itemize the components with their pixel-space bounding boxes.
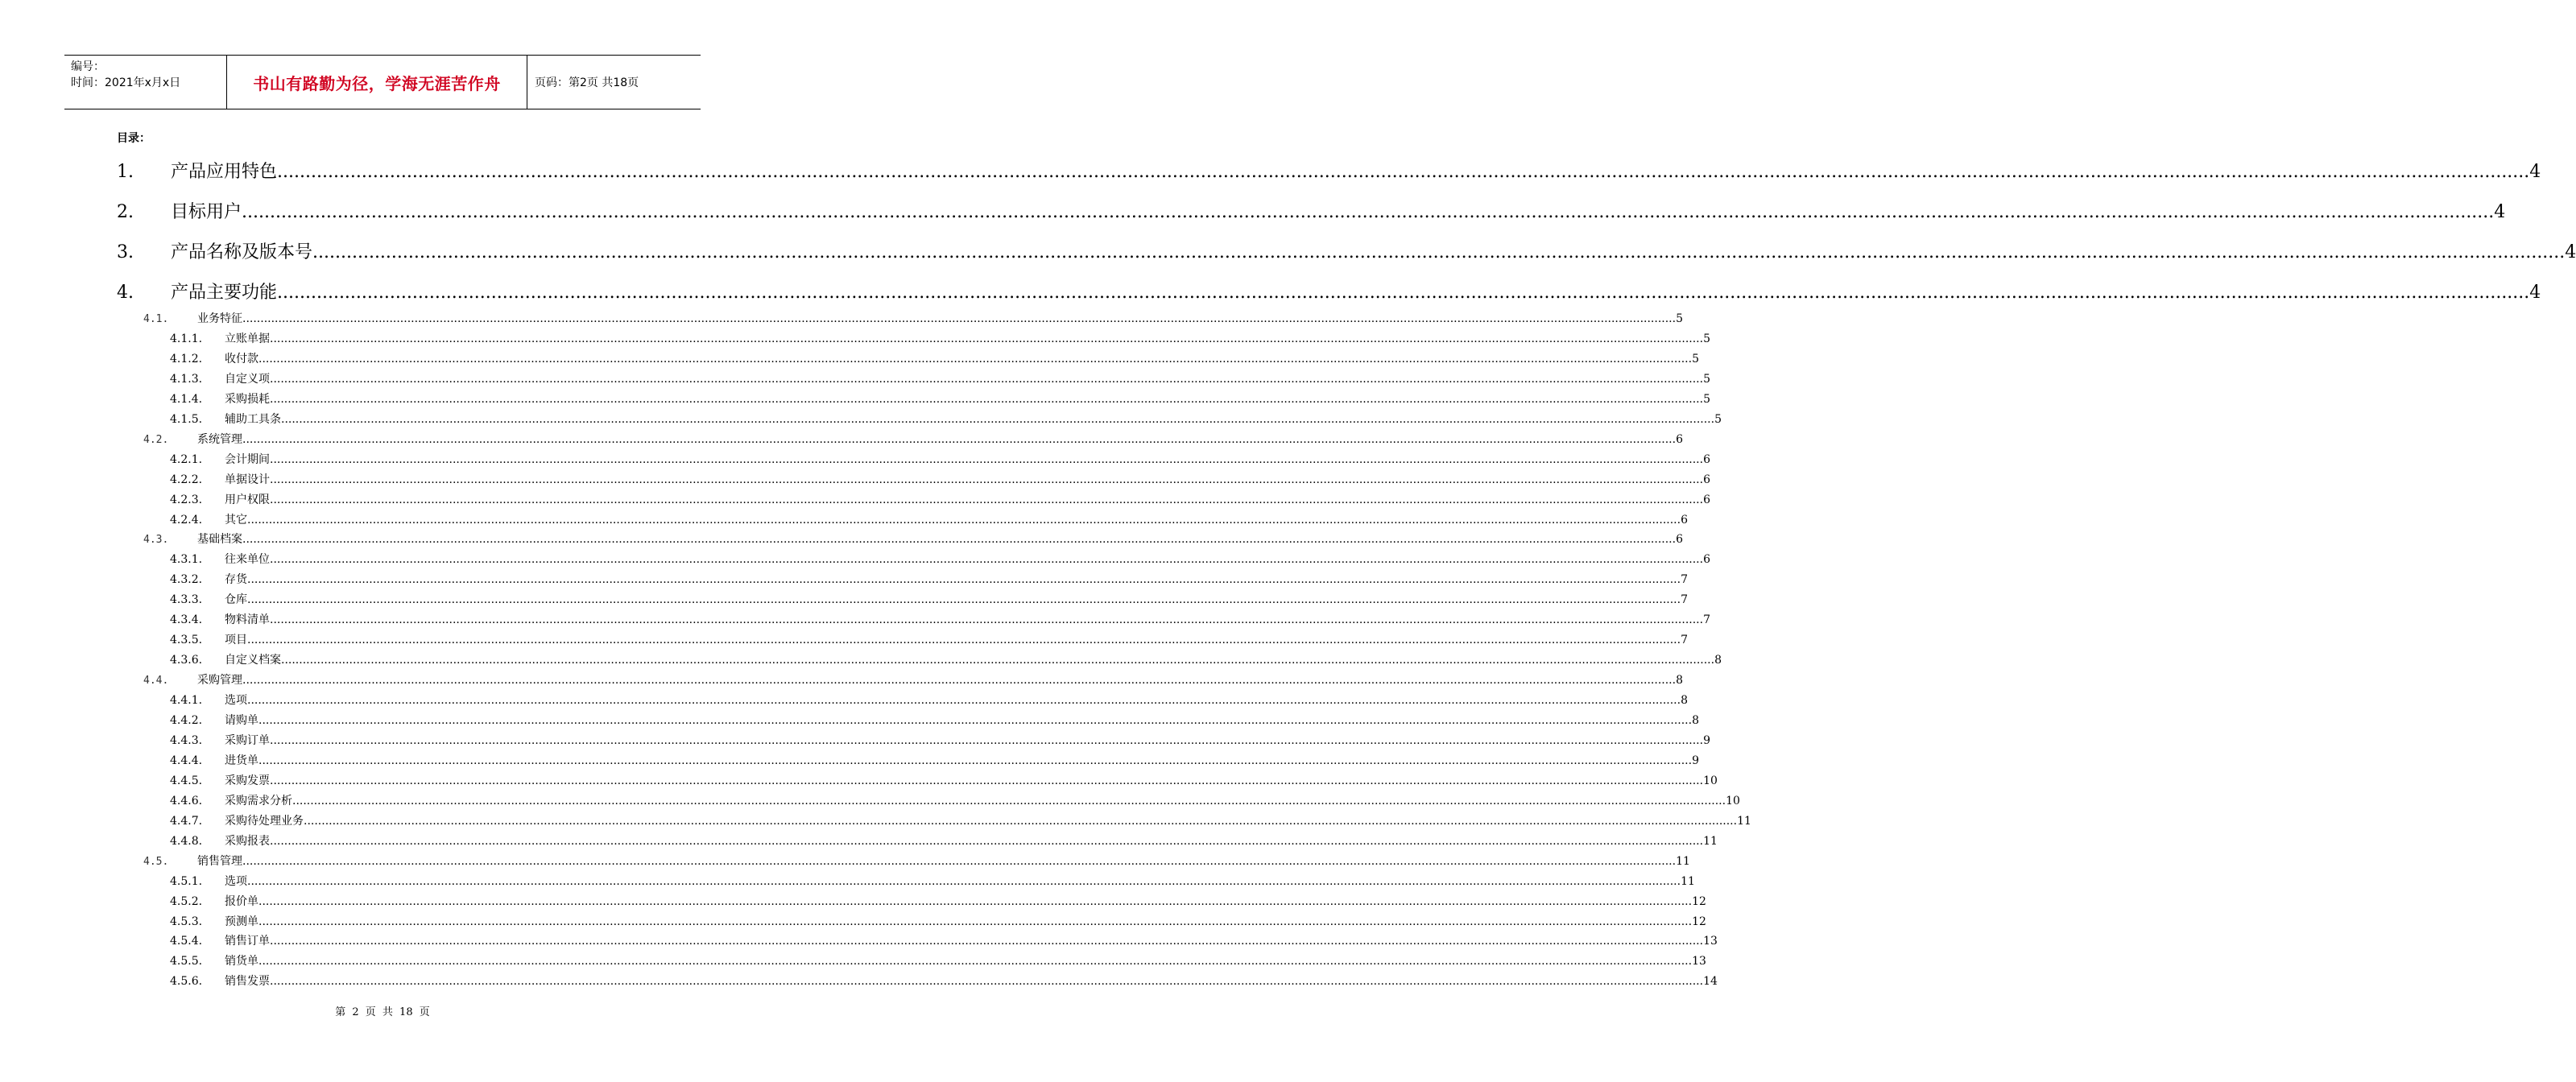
toc-entry-label: 销售管理 [197,854,242,868]
toc-entry-label: 产品应用特色 [171,162,278,182]
toc-entry-page: 10 [1726,794,1740,807]
toc-entry[interactable] [170,551,1710,567]
toc-leader-dots: ................................................................................................................................................................................................................................................................................................................................................................................................................ [281,654,1715,667]
toc-entry-page: 9 [1692,754,1699,767]
toc-entry-number: 4.4.1. [170,694,203,708]
toc-entry-page: 9 [1703,733,1710,747]
toc-entry-label: 请购单 [225,714,258,727]
toc-entry-page: 4 [2529,283,2541,303]
toc-entry-label: 采购需求分析 [225,794,292,807]
toc-entry[interactable] [170,913,1706,929]
toc-entry-number: 4.1.4. [170,392,203,406]
toc-leader-dots: ................................................................................................................................................................................................................................................................................................................................................................................................................ [247,573,1681,587]
toc-leader-dots: ................................................................................................................................................................................................................................................................................................................................................................................................................ [258,955,1693,968]
toc-entry-page: 6 [1703,493,1710,506]
toc-entry-label: 其它 [225,513,247,527]
toc-entry[interactable] [170,491,1710,507]
toc-entry[interactable] [143,310,1683,326]
toc-entry-label: 单据设计 [225,473,270,486]
toc-entry-page: 6 [1703,473,1710,486]
toc-entry-page: 12 [1692,915,1706,928]
toc-entry[interactable] [170,712,1699,728]
toc-entry-label: 采购发票 [225,774,270,787]
toc-entry-page: 6 [1676,432,1683,446]
toc-entry-page: 7 [1703,613,1710,627]
toc-entry[interactable] [170,772,1718,788]
toc-entry-page: 14 [1703,975,1718,989]
toc-entry-number: 4.5.1. [170,874,203,888]
toc-leader-dots: ................................................................................................................................................................................................................................................................................................................................................................................................................ [242,854,1677,868]
toc-entry-label: 目标用户 [171,202,242,222]
toc-entry-page: 5 [1703,372,1710,386]
toc-entry-label: 销售订单 [225,935,270,948]
page-footer: 第 2 页 共 18 页 [335,1006,430,1018]
toc-entry-number: 1. [117,162,134,182]
toc-entry-label: 采购报表 [225,834,270,848]
toc-entry-label: 系统管理 [197,432,242,446]
toc-entry-page: 11 [1737,814,1751,828]
toc-leader-dots: ................................................................................................................................................................................................................................................................................................................................................................................................................ [270,613,1704,627]
toc-entry-label: 业务特征 [197,312,242,325]
toc-entry-page: 5 [1692,352,1699,365]
toc-entry-page: 4 [2494,202,2506,222]
toc-entry-number: 4.2.1. [170,452,203,466]
toc-entry-label: 物料清单 [225,613,270,627]
toc-entry-number: 4.4.3. [170,733,203,747]
toc-entry[interactable] [143,671,1683,688]
toc-leader-dots: ................................................................................................................................................................................................................................................................................................................................................................................................................ [258,894,1693,908]
toc-entry-label: 报价单 [225,894,258,908]
document-time-label: 时间：2021年x月x日 [71,76,181,89]
toc-entry-page: 4 [2565,242,2576,262]
toc-entry-page: 5 [1703,392,1710,406]
toc-leader-dots: ................................................................................................................................................................................................................................................................................................................................................................................................................ [258,352,1693,365]
toc-leader-dots: ................................................................................................................................................................................................................................................................................................................................................................................................................ [247,634,1681,647]
toc-leader-dots: ................................................................................................................................................................................................................................................................................................................................................................................................................ [242,202,2495,222]
toc-entry[interactable] [170,692,1688,708]
toc-leader-dots: ................................................................................................................................................................................................................................................................................................................................................................................................................ [277,283,2530,303]
toc-entry-label: 销售发票 [225,975,270,989]
toc-leader-dots: ................................................................................................................................................................................................................................................................................................................................................................................................................ [242,533,1677,547]
toc-entry-number: 4.3.6. [170,654,203,667]
toc-leader-dots: ................................................................................................................................................................................................................................................................................................................................................................................................................ [270,392,1704,406]
toc-entry-number: 4.5.5. [170,955,203,968]
toc-entry-page: 6 [1703,452,1710,466]
toc-leader-dots: ................................................................................................................................................................................................................................................................................................................................................................................................................ [270,834,1704,848]
toc-entry[interactable] [170,873,1695,889]
toc-entry-page: 13 [1703,935,1718,948]
toc-entry-label: 收付款 [225,352,258,365]
toc-entry[interactable] [117,158,2541,183]
toc-entry-number: 4.4.8. [170,834,203,848]
toc-title: 目录： [117,132,151,145]
toc-entry-number: 4.1.1. [170,332,203,345]
toc-entry[interactable] [170,973,1718,989]
toc-entry-page: 10 [1703,774,1718,787]
toc-entry-label: 基础档案 [197,533,242,547]
toc-entry-number: 4.2.4. [170,513,203,527]
toc-entry-page: 6 [1703,553,1710,567]
toc-entry[interactable] [170,471,1710,487]
toc-leader-dots: ................................................................................................................................................................................................................................................................................................................................................................................................................ [258,714,1693,727]
header-motto: 书山有路勤为径，学海无涯苦作舟 [227,56,527,109]
toc-entry[interactable] [143,531,1683,547]
toc-entry-number: 4.1.5. [170,412,203,426]
document-number-label: 编号： [71,60,105,73]
header-left-cell [64,56,227,109]
toc-entry[interactable] [170,330,1710,346]
toc-entry-number: 4.4. [143,675,169,688]
toc-entry[interactable] [117,279,2541,304]
toc-leader-dots: ................................................................................................................................................................................................................................................................................................................................................................................................................ [247,874,1681,888]
toc-leader-dots: ................................................................................................................................................................................................................................................................................................................................................................................................................ [270,332,1704,345]
toc-entry[interactable] [170,631,1688,647]
toc-entry-number: 4.1.2. [170,352,203,365]
toc-entry-number: 4.1. [143,313,169,325]
toc-entry-label: 项目 [225,634,247,647]
toc-entry[interactable] [170,651,1722,667]
toc-leader-dots: ................................................................................................................................................................................................................................................................................................................................................................................................................ [247,513,1681,527]
toc-entry-label: 用户权限 [225,493,270,506]
toc-entry[interactable] [170,952,1706,968]
toc-entry-page: 7 [1681,634,1688,647]
toc-entry[interactable] [170,932,1718,948]
toc-entry-page: 13 [1692,955,1706,968]
toc-entry[interactable] [170,893,1706,909]
toc-entry-number: 4.3.2. [170,573,203,587]
toc-entry[interactable] [170,370,1710,386]
toc-leader-dots: ................................................................................................................................................................................................................................................................................................................................................................................................................ [242,432,1677,446]
toc-entry-label: 立账单据 [225,332,270,345]
toc-entry-page: 8 [1681,694,1688,708]
toc-entry[interactable] [117,238,2576,263]
toc-entry-number: 4.5.4. [170,935,203,948]
toc-entry[interactable] [170,611,1710,627]
toc-leader-dots: ................................................................................................................................................................................................................................................................................................................................................................................................................ [270,774,1704,787]
toc-leader-dots: ................................................................................................................................................................................................................................................................................................................................................................................................................ [270,493,1704,506]
toc-entry[interactable] [170,390,1710,407]
toc-entry-label: 会计期间 [225,452,270,466]
toc-entry-label: 产品主要功能 [171,283,278,303]
toc-entry-number: 4.5.3. [170,915,203,928]
toc-entry-number: 4.2. [143,433,169,446]
toc-entry-number: 4.4.7. [170,814,203,828]
toc-leader-dots: ................................................................................................................................................................................................................................................................................................................................................................................................................ [242,312,1677,325]
toc-entry-number: 4.5.2. [170,894,203,908]
toc-entry[interactable] [170,451,1710,467]
toc-leader-dots: ................................................................................................................................................................................................................................................................................................................................................................................................................ [270,473,1704,486]
toc-entry-number: 4.4.6. [170,794,203,807]
toc-entry[interactable] [117,198,2506,223]
toc-entry-label: 进货单 [225,754,258,767]
toc-entry[interactable] [170,792,1740,808]
toc-leader-dots: ................................................................................................................................................................................................................................................................................................................................................................................................................ [281,412,1715,426]
toc-entry-label: 辅助工具条 [225,412,281,426]
toc-entry-number: 4.3.5. [170,634,203,647]
toc-entry-number: 4.2.3. [170,493,203,506]
toc-entry-number: 4.3.4. [170,613,203,627]
toc-leader-dots: ................................................................................................................................................................................................................................................................................................................................................................................................................ [242,674,1677,688]
toc-leader-dots: ................................................................................................................................................................................................................................................................................................................................................................................................................ [258,754,1693,767]
toc-entry-label: 自定义项 [225,372,270,386]
toc-entry-number: 4.4.2. [170,714,203,727]
toc-entry-number: 2. [117,202,134,222]
toc-entry-page: 5 [1676,312,1683,325]
toc-entry-page: 4 [2529,162,2541,182]
toc-leader-dots: ................................................................................................................................................................................................................................................................................................................................................................................................................ [312,242,2566,262]
toc-entry[interactable] [170,511,1688,527]
toc-entry-number: 4. [117,283,134,303]
toc-entry-label: 往来单位 [225,553,270,567]
toc-entry-number: 4.2.2. [170,473,203,486]
toc-entry[interactable] [170,591,1688,607]
header-page-info: 页码：第2页 共18页 [535,76,639,89]
toc-entry-page: 7 [1681,573,1688,587]
toc-leader-dots: ................................................................................................................................................................................................................................................................................................................................................................................................................ [258,915,1693,928]
toc-entry[interactable] [170,571,1688,587]
toc-entry-label: 预测单 [225,915,258,928]
toc-leader-dots: ................................................................................................................................................................................................................................................................................................................................................................................................................ [292,794,1726,807]
toc-entry[interactable] [170,411,1722,427]
toc-leader-dots: ................................................................................................................................................................................................................................................................................................................................................................................................................ [270,372,1704,386]
toc-entry[interactable] [170,350,1699,366]
toc-entry-label: 选项 [225,694,247,708]
toc-entry-page: 12 [1692,894,1706,908]
page-header [64,55,701,109]
toc-entry-label: 采购订单 [225,733,270,747]
toc-entry[interactable] [143,853,1690,869]
toc-entry-label: 存货 [225,573,247,587]
toc-entry-label: 销货单 [225,955,258,968]
toc-entry-label: 自定义档案 [225,654,281,667]
toc-entry[interactable] [143,431,1683,447]
toc-entry-label: 仓库 [225,593,247,607]
toc-leader-dots: ................................................................................................................................................................................................................................................................................................................................................................................................................ [270,975,1704,989]
toc-leader-dots: ................................................................................................................................................................................................................................................................................................................................................................................................................ [277,162,2530,182]
toc-entry-page: 6 [1681,513,1688,527]
toc-entry[interactable] [170,832,1718,849]
toc-leader-dots: ................................................................................................................................................................................................................................................................................................................................................................................................................ [247,694,1681,708]
toc-entry-number: 4.5. [143,855,169,868]
toc-entry[interactable] [170,732,1710,748]
toc-entry-page: 7 [1681,593,1688,607]
toc-leader-dots: ................................................................................................................................................................................................................................................................................................................................................................................................................ [270,553,1704,567]
toc-leader-dots: ................................................................................................................................................................................................................................................................................................................................................................................................................ [270,733,1704,747]
toc-entry-number: 4.5.6. [170,975,203,989]
toc-entry-label: 采购损耗 [225,392,270,406]
toc-entry-page: 8 [1714,654,1722,667]
toc-entry-number: 4.3. [143,534,169,547]
toc-entry-number: 3. [117,242,134,262]
toc-entry-number: 4.4.4. [170,754,203,767]
toc-entry-number: 4.1.3. [170,372,203,386]
toc-leader-dots: ................................................................................................................................................................................................................................................................................................................................................................................................................ [247,593,1681,607]
toc-entry-label: 选项 [225,874,247,888]
toc-entry-page: 11 [1676,854,1690,868]
toc-entry-label: 采购待处理业务 [225,814,304,828]
toc-entry-page: 6 [1676,533,1683,547]
toc-leader-dots: ................................................................................................................................................................................................................................................................................................................................................................................................................ [304,814,1738,828]
toc-entry-page: 5 [1703,332,1710,345]
toc-entry-page: 11 [1681,874,1695,888]
toc-entry-label: 采购管理 [197,674,242,688]
toc-entry-page: 8 [1692,714,1699,727]
toc-entry-page: 8 [1676,674,1683,688]
toc-entry[interactable] [170,812,1751,828]
toc-leader-dots: ................................................................................................................................................................................................................................................................................................................................................................................................................ [270,935,1704,948]
toc-entry-page: 11 [1703,834,1718,848]
toc-leader-dots: ................................................................................................................................................................................................................................................................................................................................................................................................................ [270,452,1704,466]
toc-entry-page: 5 [1714,412,1722,426]
toc-entry-number: 4.3.3. [170,593,203,607]
toc-entry-number: 4.4.5. [170,774,203,787]
toc-entry[interactable] [170,752,1699,768]
toc-entry-label: 产品名称及版本号 [171,242,313,262]
toc-entry-number: 4.3.1. [170,553,203,567]
